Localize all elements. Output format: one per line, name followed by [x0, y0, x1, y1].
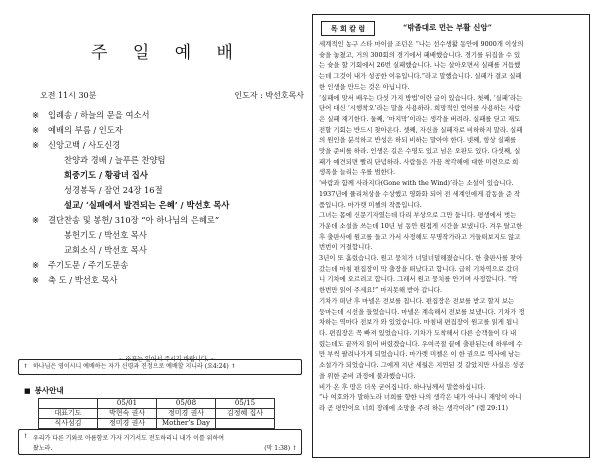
standing-note: ~ ※표는 일어서 주시기 바랍니다. ~: [118, 356, 216, 363]
table-row: [39, 409, 275, 419]
column-line: ‘실패에 맞서 배우는 다섯 가지 방법’이란 글이 있습니다. 첫째, ‘실패’라는: [319, 93, 523, 102]
column-line: 단어 대신 ‘시행착오’라는 말을 사용하라. 희망적인 언어를 사용하는 사람: [319, 104, 521, 113]
order-item-text: 성경봉독 / 잠언 24장 16절: [64, 185, 163, 195]
worship-order-panel: [22, 0, 312, 465]
column-line: 라 곧 평안이요 너희 장래에 소망을 주려 하는 생각이라” (렘 29:11): [319, 403, 508, 412]
column-line: 의 원인을 분석하고 반성은 하되 비하는 말아야 한다. 넷째, 항상 실패를: [319, 136, 517, 145]
order-item-text: 예배의 부름 / 인도자: [48, 125, 123, 135]
column-line: 전할 기회는 반드시 찾아온다. 셋째, 자신을 실패자로 비하하지 말라. 실패: [319, 125, 523, 134]
column-line: 슛을 놓쳤고, 거의 300회의 경기에서 패배했습니다. 경기를 뒤집을 수 있: [319, 50, 521, 59]
table-cell: 박현숙 권사: [98, 409, 157, 419]
order-item-text: 봉헌기도 / 박선호 목사: [64, 230, 147, 240]
order-item: [32, 258, 312, 273]
column-line: 는 슛을 할 기회에서 26번 실패했습니다. 나는 살아오면서 실패를 거듭했: [319, 61, 521, 70]
column-line: 기차가 떠난 후 마넬은 전보를 칩니다. 편집장은 전보를 받고 할지 보는: [319, 296, 515, 305]
star-icon: ※: [32, 140, 39, 150]
column-line: 다. 편집장은 꼭 빠져 있었습니다. 기차가 도착해서 다른 승객들이 다 내: [319, 328, 517, 337]
column-line: 는데 그것이 내가 성공한 이유입니다.”라고 말했습니다. 실패가 결코 실패: [319, 72, 522, 81]
star-icon: ※: [32, 260, 39, 270]
pastor-column: [312, 14, 590, 458]
column-line: “나 여호와가 말하노라 너희를 향한 나의 생각은 내가 아나니 재앙이 아니: [319, 393, 522, 402]
table-cell: 대표기도: [39, 409, 98, 419]
column-line: 생폭을 늘리는 우를 범한다.: [319, 168, 396, 177]
column-line: 패가 예견되면 빨리 단념하라. 사람들은 가끔 착각해에 대한 미련으로 희: [319, 157, 519, 166]
column-line: 한번만 읽어 주세요!” 마지못해 받아 갑니다.: [319, 286, 442, 295]
verse-line: 우리가 다른 기와로 아름함로 가자 거기서도 전도하리니 내가 이를 위하여: [33, 435, 225, 442]
column-body: [319, 39, 583, 414]
order-item: [32, 168, 312, 183]
table-row: [39, 399, 275, 409]
column-line: 가운데 소설을 쓰는데 10년 넘 동안 원접게 시간을 보냈니다. 겨우 탈고한: [319, 221, 523, 230]
column-line: 을 위한 준비 과정에 불과했습니다.: [319, 371, 416, 380]
verse-line: 왔노라.: [33, 445, 53, 452]
order-item: [32, 153, 312, 168]
order-item-text: 결단찬송 및 봉헌/ 310장 “아 하나님의 은혜로”: [48, 215, 220, 225]
column-line: 만 부씩 팔려나가게 되었습니다. 마가렛 미첼은 이 한 권으로 역사에 남는: [319, 350, 521, 359]
order-item: [32, 138, 312, 153]
order-item-text: 회중기도 / 황광녀 집사: [64, 170, 148, 180]
column-line: 둥마는데 시선을 들었습니다. 마넬은 계속해서 전보를 보냈니다. 기차가 정: [319, 307, 525, 316]
order-item-text: 찬양과 경배 / 늘푸른 찬양팀: [64, 155, 166, 165]
column-line: 니 기차에 오르려고 합니다. 그래서 원고 뭉치를 안기며 사정합니다. “딱: [319, 275, 518, 284]
order-item-text: 입례송 / 하늘의 문을 여소서: [48, 110, 150, 120]
order-item-text: 교회소식 / 박선호 목사: [64, 245, 147, 255]
order-item: [32, 123, 312, 138]
column-line: 소설가가 되었습니다. 그에게 지난 세월은 지연된 것 같았지만 사실은 성공: [319, 361, 525, 370]
star-icon: ※: [32, 110, 39, 120]
order-list: [32, 108, 312, 288]
table-cell: 05/08: [157, 399, 216, 409]
order-item: [32, 243, 312, 258]
verse-box: [18, 429, 302, 455]
table-row: [39, 419, 275, 429]
order-item: [32, 198, 312, 213]
column-line: 3년이 또 흘렀습니다. 원고 뭉치가 너덜너덜해졌습니다. 한 출판사를 찾아: [319, 254, 523, 263]
column-line: 갔는데 마침 편집장이 막 출장을 떠났다고 합니다. 급히 기차역으로 갔더: [319, 264, 519, 273]
column-line: 세계적인 농구 스타 마이클 조던은 “나는 선수생활 동안에 9000개 이상의: [319, 40, 524, 48]
cross-icon: ↑: [23, 433, 29, 440]
star-icon: ※: [32, 125, 39, 135]
order-item-text: 설교/ ‘실패에서 발견되는 은혜’ / 박선호 목사: [64, 200, 230, 210]
column-line: 1937년에 퓰리처상을 수상했고 영화화 되어 전 세계인에게 감동을 준 작: [319, 189, 521, 198]
duty-heading-text: 봉사안내: [34, 386, 64, 395]
column-title: “밖좀대로 먼는 부활 신앙”: [403, 23, 492, 32]
order-item-text: 주기도문 / 주기도문송: [48, 260, 129, 270]
duty-table: [38, 398, 275, 429]
table-cell: [39, 399, 98, 409]
cross-icon: ↑: [23, 363, 29, 370]
column-line: ‘바람과 함께 사라지다(Gone with the Wind)’라는 소설이 있습니다.: [319, 179, 514, 188]
order-item: [32, 108, 312, 123]
column-line: 후 출판사에 원고를 들고 가서 사정해도 무명작가라고 거들떠보지도 않고: [319, 232, 521, 241]
order-item: [32, 228, 312, 243]
table-cell: [216, 419, 275, 429]
column-line: 비가 온 후 땅은 더욱 굳어집니다. 하나님께서 말씀하십니다.: [319, 382, 486, 391]
table-cell: 정미경 권사: [157, 409, 216, 419]
table-cell: Mother’s Day: [157, 419, 216, 429]
table-cell: 김정혜 집사: [216, 409, 275, 419]
table-cell: 정미경 권사: [98, 419, 157, 429]
column-label: 목 회 칼 럼: [321, 21, 375, 36]
column-line: 그녀는 몸에 신문기자였는데 다리 부상으로 그만 둡니다. 평생에서 벗는: [319, 211, 517, 220]
service-leader: 인도자 : 박선호목사: [234, 91, 304, 100]
table-cell: 05/01: [98, 399, 157, 409]
order-item-text: 신앙고백 / 사도신경: [48, 140, 121, 150]
column-line: 맛을 준비를 하라. 인생은 길은 수영도 있고 넘은 오판도 있다. 다섯째, 실: [319, 147, 521, 156]
notice-box: [18, 359, 302, 375]
order-item: [32, 183, 312, 198]
column-line: 품입니다. 마가렛 미첼의 작품입니다.: [319, 200, 422, 209]
column-line: 차하는 역마다 전보가 와 있었습니다. 마침내 편집장이 원고를 읽게 됩니: [319, 318, 519, 327]
star-icon: ※: [32, 275, 39, 285]
page-title: 주 일 예 배: [91, 43, 243, 63]
service-time: 오전 11시 30분: [40, 91, 97, 100]
column-line: 한 인생을 만드는 것은 아닙니다.: [319, 82, 410, 91]
order-item-text: 축 도 / 박선호 목사: [48, 275, 118, 285]
order-item: [32, 273, 312, 288]
column-line: 은 실패 재기한다. 둘째, ‘마지막’이라는 생각을 버려라. 실패를 딛고 재도: [319, 114, 521, 123]
column-line: 렸는데도 끝까지 읽어 버렸겠습니다. 우여곡절 끝에 출판된는데 하루에 수: [319, 339, 523, 348]
table-cell: 식사섬김: [39, 419, 98, 429]
column-line: 번번이 거절합니다.: [319, 243, 373, 252]
bullet-icon: ■: [24, 386, 31, 395]
star-icon: ※: [32, 215, 39, 225]
verse-reference: (막 1:38) ↑: [264, 445, 297, 452]
duty-heading: [24, 385, 64, 396]
table-cell: 05/15: [216, 399, 275, 409]
notice-text: 하나님은 영이시니 예배하는 자가 신령과 진정으로 예배할 지니라 (요4:24) ↑: [33, 363, 236, 370]
order-item: [32, 213, 312, 228]
